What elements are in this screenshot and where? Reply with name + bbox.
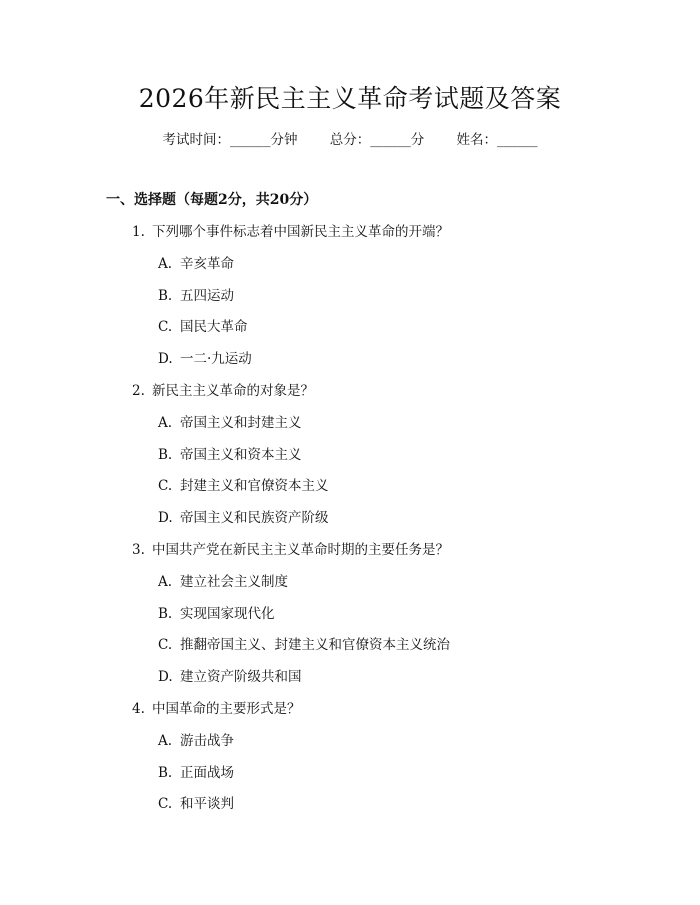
answer-option	[158, 763, 234, 783]
option-text: 五四运动	[180, 287, 234, 304]
answer-option	[158, 667, 302, 687]
answer-option	[158, 731, 234, 751]
option-text: 帝国主义和资本主义	[180, 446, 302, 463]
option-text: 推翻帝国主义、封建主义和官僚资本主义统治	[180, 637, 450, 654]
option-letter: A.	[158, 414, 173, 431]
option-text: 建立资产阶级共和国	[180, 669, 302, 686]
question-text: 新民主主义革命的对象是？	[152, 383, 314, 399]
question-text: 下列哪个事件标志着中国新民主主义革命的开端？	[152, 224, 449, 240]
option-text: 和平谈判	[180, 796, 234, 813]
answer-option	[158, 508, 329, 528]
question-text: 中国共产党在新民主主义革命时期的主要任务是？	[152, 542, 449, 558]
answer-option	[158, 635, 450, 655]
option-letter: D.	[158, 351, 173, 368]
option-letter: D.	[158, 510, 173, 527]
option-letter: B.	[158, 605, 173, 622]
option-letter: B.	[158, 287, 173, 304]
answer-option	[158, 349, 252, 369]
question-item	[132, 381, 314, 401]
question-text: 中国革命的主要形式是？	[152, 701, 301, 717]
document-title: 2026年新民主主义革命考试题及答案	[138, 84, 562, 113]
answer-option	[158, 794, 234, 814]
option-letter: C.	[158, 796, 173, 813]
option-text: 辛亥革命	[180, 255, 234, 272]
option-letter: A.	[158, 732, 173, 749]
option-text: 正面战场	[180, 764, 234, 781]
answer-option	[158, 254, 234, 274]
option-text: 帝国主义和封建主义	[180, 414, 302, 431]
question-number: 4.	[132, 701, 145, 717]
answer-option	[158, 286, 234, 306]
option-text: 建立社会主义制度	[180, 573, 288, 590]
question-number: 1.	[132, 224, 145, 240]
exam-time-field: 考试时间：______分钟	[162, 132, 298, 148]
option-letter: A.	[158, 573, 173, 590]
option-letter: A.	[158, 255, 173, 272]
answer-option	[158, 476, 329, 496]
option-text: 封建主义和官僚资本主义	[180, 478, 329, 495]
question-item	[132, 540, 449, 560]
answer-option	[158, 413, 302, 433]
exam-info-line	[0, 130, 700, 150]
option-text: 国民大革命	[180, 319, 248, 336]
question-item	[132, 222, 449, 242]
option-letter: B.	[158, 446, 173, 463]
option-text: 一二·九运动	[180, 351, 252, 368]
option-letter: B.	[158, 764, 173, 781]
option-letter: C.	[158, 319, 173, 336]
answer-option	[158, 445, 302, 465]
question-number: 3.	[132, 542, 145, 558]
answer-option	[158, 572, 288, 592]
option-letter: C.	[158, 478, 173, 495]
name-field: 姓名：______	[456, 132, 538, 148]
option-letter: C.	[158, 637, 173, 654]
question-number: 2.	[132, 383, 145, 399]
option-text: 帝国主义和民族资产阶级	[180, 510, 329, 527]
option-letter: D.	[158, 669, 173, 686]
answer-option	[158, 317, 248, 337]
option-text: 实现国家现代化	[180, 605, 275, 622]
question-item	[132, 699, 301, 719]
total-score-field: 总分：______分	[329, 132, 425, 148]
answer-option	[158, 604, 275, 624]
section-heading: 一、选择题（每题2分，共20分）	[106, 192, 318, 208]
option-text: 游击战争	[180, 732, 234, 749]
